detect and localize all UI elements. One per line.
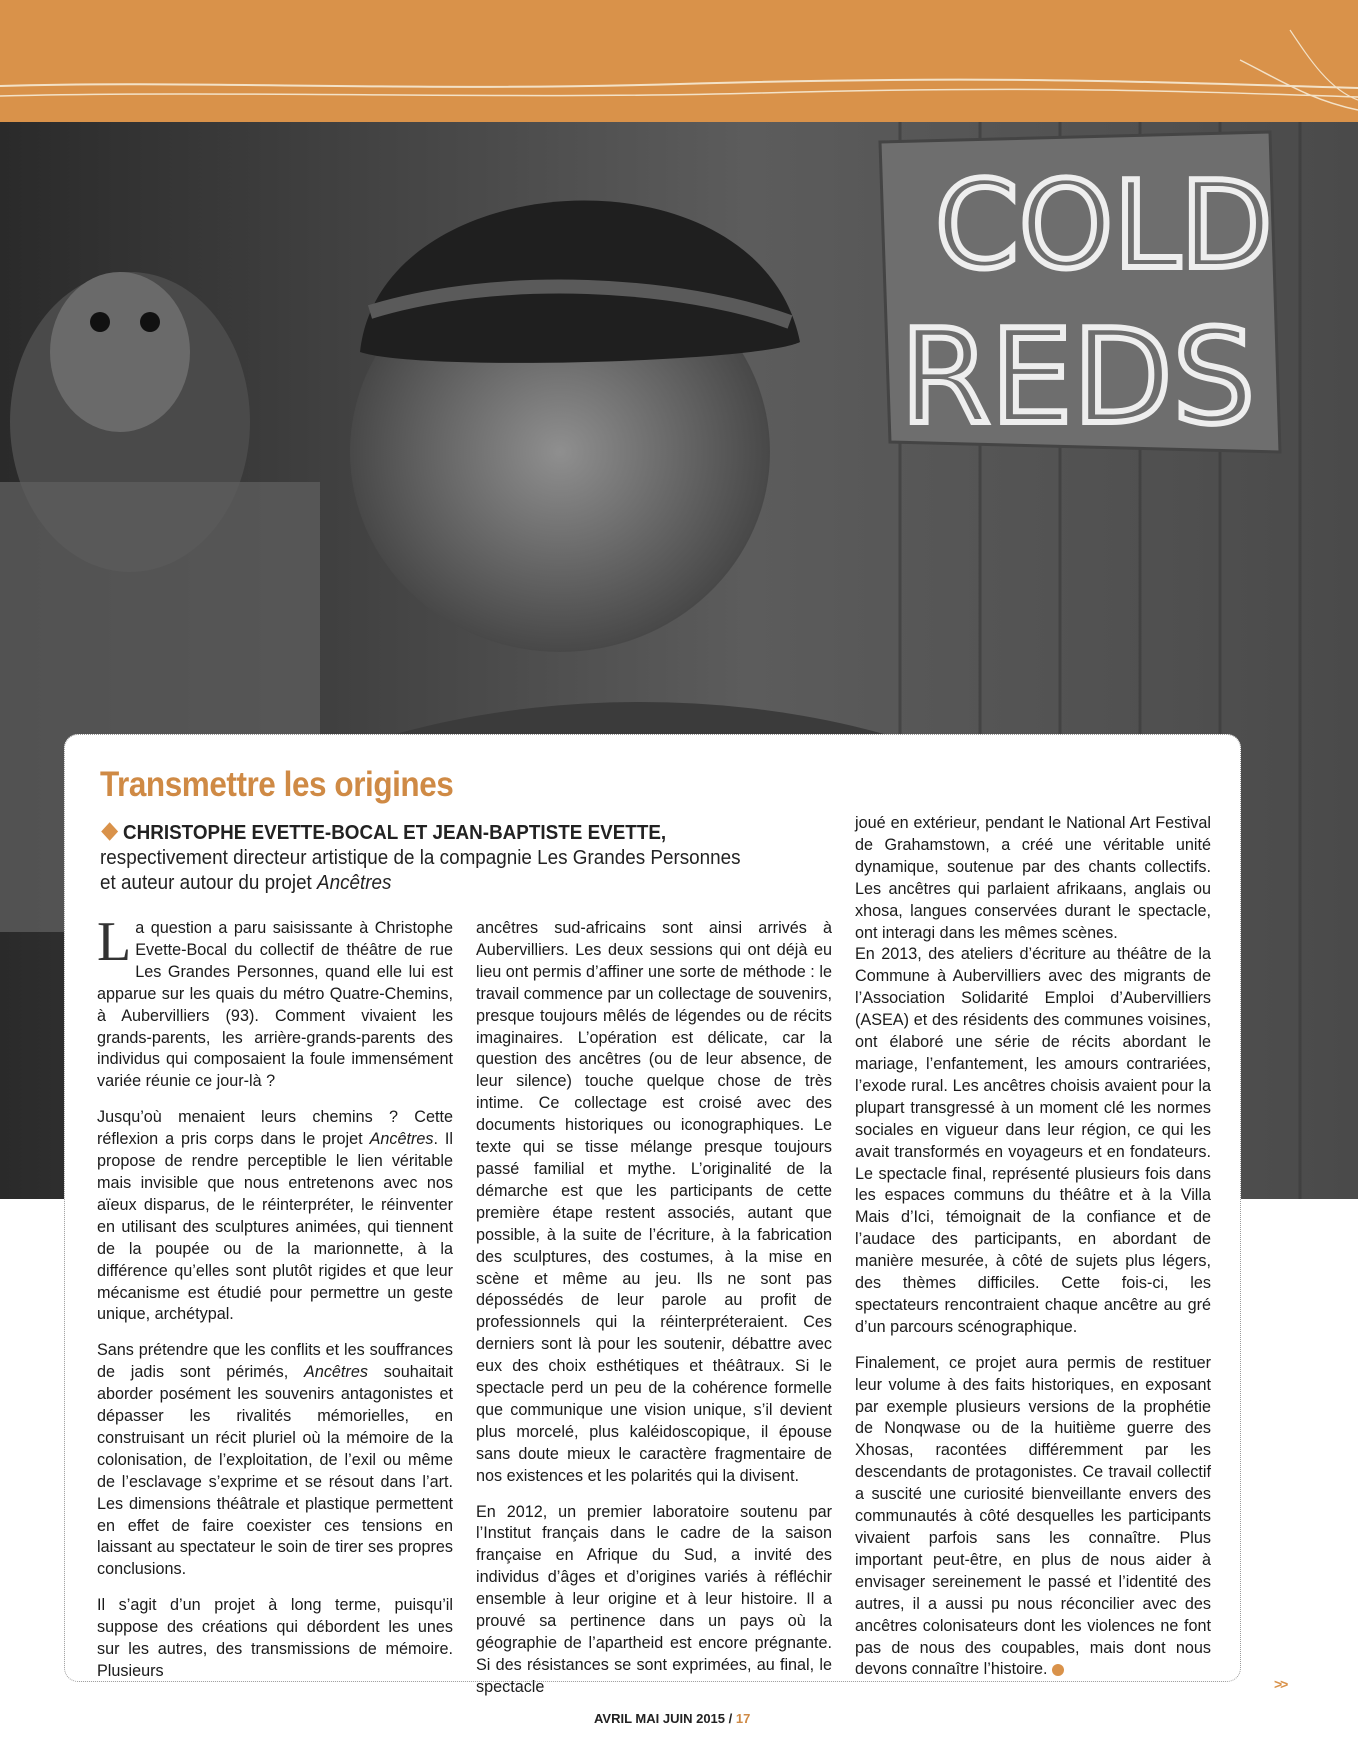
paragraph-text: a question a paru saisissante à Christophe Evette-Bocal du collectif de théâtre de rue Les Grandes Personnes, quand elle lui est apparue sur les quais du métro Quatre-Chemins, à Aubervilliers (93). Comment vivaient les grands-parents, les arrière-grands-parents des individus qui composaient la foule immensément variée réunie ce jour-là ? (97, 919, 453, 1091)
end-mark-icon (1052, 1664, 1064, 1676)
byline-role: respectivement directeur artistique de la compagnie Les Grandes Personnes et auteur autour du projet (100, 846, 741, 894)
paragraph-text: Sans prétendre que les conflits et les souffrances de jadis sont périmés, (97, 1341, 453, 1382)
paragraph (855, 1353, 1211, 1682)
paragraph: En 2012, un premier laboratoire soutenu par l’Institut français dans le cadre de la saison française en Afrique du Sud, a invité des individus d’âges et d’origines variés à réfléchir ensemble à leur origine et à leur histoire. Il a prouvé sa pertinence dans un pays où la géographie de l’apartheid est encore prégnante. Si des résistances se sont exprimées, au final, le spectacle (476, 1502, 832, 1696)
diamond-bullet-icon (101, 822, 118, 840)
article-column-1 (97, 911, 454, 1697)
issue-date: AVRIL MAI JUIN 2015 / (594, 1711, 736, 1726)
paragraph: ancêtres sud-africains sont ainsi arrivés à Aubervilliers. Les deux sessions qui ont déjà eu lieu ont permis d’affiner une sorte de méthode : le travail commence par un collectage de souvenirs, presque toujours mêlés de légendes ou de récits imaginaires. L’opération est délicate, car la question des ancêtres (ou de leur absence, de leur silence) touche quelque chose de très intime. Ce collectage est croisé avec des documents historiques ou iconographiques. Le texte qui se tisse mélange presque toujours passé familial et mythe. L’originalité de la démarche est que les participants de cette première étape restent associés, autant que possible, à la suite de l’écriture, à la fabrication des sculptures, des costumes, à la mise en scène et même au jeu. Ils ne sont pas dépossédés de leur parole au profit de professionnels qui la réinterpréteraient. Ces derniers sont là pour les soutenir, débattre avec eux des choix esthétiques et théâtraux. Si le spectacle perd un peu de la cohérence formelle que communique une vision unique, s’il devient plus morcelé, plus kaléidoscopique, il épouse sans doute mieux le caractère fragmentaire de nos existences et les polarités qui la divisent. (476, 919, 832, 1485)
paragraph-text: Finalement, ce projet aura permis de restituer leur volume à des faits historiques, en exposant par exemple plusieurs versions de la prophétie de Nonqwase ou de la huitième guerre des Xhosas, racontées différemment par les descendants de protagonistes. Ce travail collectif a suscité une curiosité bienveillante envers des communautés à côté desquelles les participants vivaient parfois sans les connaître. Plus important peut-être, en plus de nous aider à envisager sereinement le passé et l’identité des autres, il a aussi pu nous réconcilier avec des ancêtres colonisateurs dont les violences ne font pas de nous des coupables, mais dont nous devons connaître l’histoire. (855, 1353, 1211, 1679)
paragraph: En 2013, des ateliers d’écriture au théâtre de la Commune à Aubervilliers avec des migrants de l’Association Solidarité Emploi d’Aubervilliers (ASEA) et des résidents des communes voisines, ont élaboré une série de récits abordant le mariage, l’enfantement, les amours contrariées, l’exode rural. Les ancêtres choisis avaient pour la plupart transgressé à un moment clé les normes sociales en vigueur dans leur région, ce qui les avait transformés en voyageurs et en fondateurs. Le spectacle final, représenté plusieurs fois dans les espaces communs du théâtre et à la Villa Mais d’Ici, témoignait de la confiance et de l’audace des participants, en abordant de manière mesurée, à côté de sujets plus légers, des thèmes difficiles. Cette fois-ci, les spectateurs rencontraient chaque ancêtre au gré d’un parcours scénographique. (855, 945, 1211, 1336)
paragraph-text: souhaitait aborder posément les souvenirs antagonistes et dépasser les rivalités mémorielles, en construisant un récit pluriel où la mémoire de la colonisation, de l’exploitation, de l’exil ou même de l’esclavage s’exprime et se résout dans l’art. Les dimensions théâtrale et plastique permettent en effet de faire coexister ces tensions en laissant au spectateur le soin de tirer ses propres conclusions. (97, 1363, 453, 1579)
header-band (0, 0, 1358, 122)
sign-text-cold: COLD (935, 157, 1273, 296)
byline-project: Ancêtres (317, 871, 392, 894)
article-column-2 (476, 918, 832, 1713)
paragraph-emphasis: Ancêtres (369, 1130, 434, 1149)
article-column-3 (855, 813, 1211, 1695)
byline (100, 820, 744, 895)
byline-authors: CHRISTOPHE EVETTE-BOCAL ET JEAN-BAPTISTE EVETTE, (123, 821, 667, 844)
paragraph-emphasis: Ancêtres (304, 1363, 368, 1382)
paragraph-text: Jusqu’où menaient leurs chemins ? Cette réflexion a pris corps dans le projet (97, 1108, 453, 1149)
paragraph: Il s’agit d’un projet à long terme, puisqu’il suppose des créations qui débordent les unes sur les autres, des transmissions de mémoire. Plusieurs (97, 1596, 453, 1680)
next-page-arrows[interactable]: >> (1274, 1676, 1287, 1692)
paragraph-text: . Il propose de rendre perceptible le lien véritable mais invisible que nous entretenons avec nos aïeux disparus, de le réinterpréter, le réinventer en utilisant des sculptures animées, qui tiennent de la poupée ou de la marionnette, à la différence qu’elles sont plutôt rigides et que leur mécanisme est étudié pour permettre un geste unique, archétypal. (97, 1130, 454, 1324)
paragraph (97, 1340, 453, 1581)
paragraph (97, 1107, 453, 1326)
sign-text-reds: REDS (900, 301, 1256, 453)
paragraph (97, 911, 453, 1093)
page-footer (594, 1711, 750, 1726)
article-title: Transmettre les origines (100, 765, 454, 804)
decorative-wave-lines (0, 0, 1358, 122)
page-number: 17 (735, 1711, 751, 1726)
paragraph: joué en extérieur, pendant le National Art Festival de Grahamstown, a créé une véritable unité dynamique, soutenue par des chants collectifs. Les ancêtres qui parlaient afrikaans, anglais ou xhosa, langues conservées durant le spectacle, ont interagi dans les mêmes scènes. (855, 814, 1211, 942)
drop-cap: L (97, 911, 132, 973)
